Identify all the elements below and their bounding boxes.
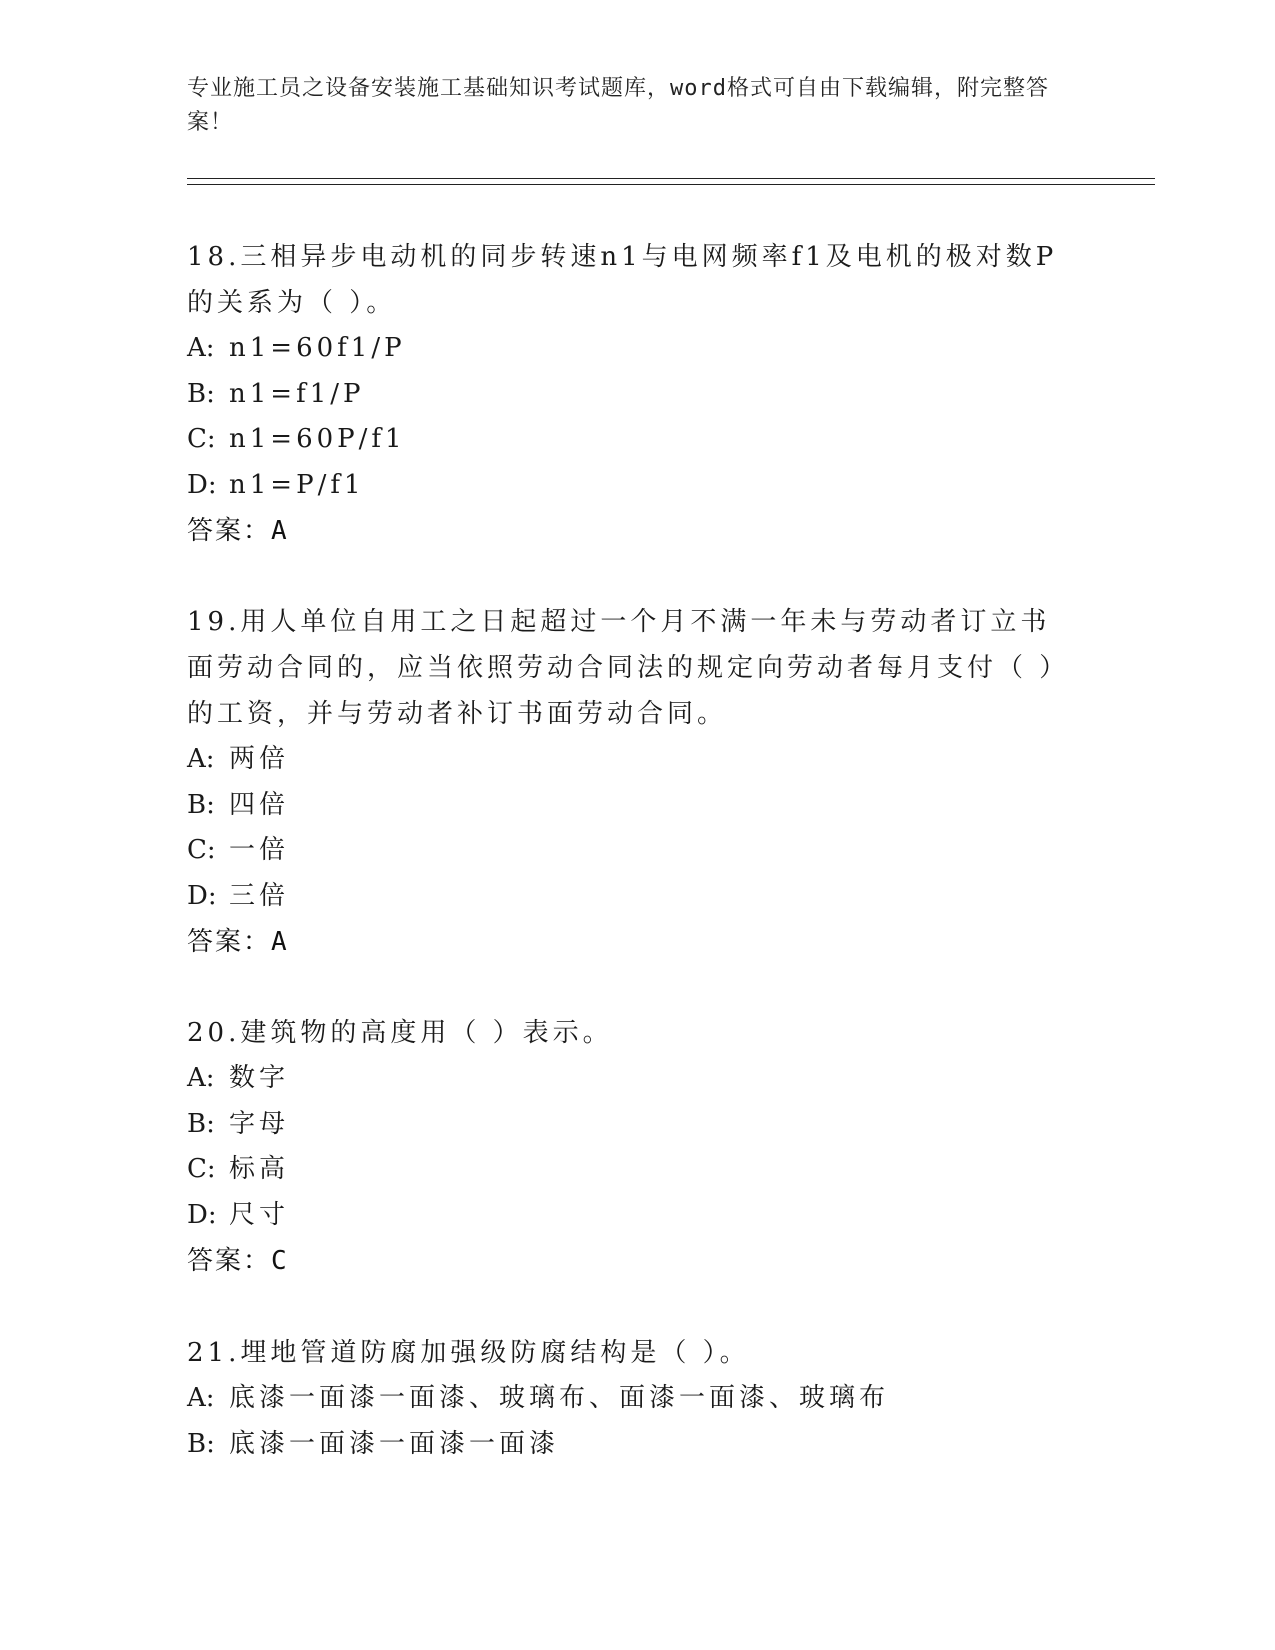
header-divider-top	[187, 178, 1155, 179]
header-divider-bottom	[187, 184, 1155, 185]
option-a	[187, 1056, 1077, 1102]
option-text: n1=60P/f1	[229, 424, 406, 454]
option-b	[187, 1102, 1077, 1148]
question-stem: 21.埋地管道防腐加强级防腐结构是（ ）。	[187, 1338, 750, 1368]
option-d	[187, 1193, 1077, 1239]
question-stem: 18.三相异步电动机的同步转速n1与电网频率f1及电机的极对数P的关系为（ ）。	[187, 242, 1058, 318]
question-20	[187, 1010, 1077, 1284]
option-text: 底漆一面漆一面漆、玻璃布、面漆一面漆、玻璃布	[229, 1383, 890, 1413]
option-c	[187, 828, 1077, 874]
answer-line: 答案：A	[187, 516, 289, 546]
option-text: 两倍	[229, 744, 290, 774]
option-text: 四倍	[229, 789, 290, 820]
option-text: 标高	[229, 1154, 290, 1184]
option-text: n1=f1/P	[229, 378, 365, 409]
option-label: A:	[187, 744, 215, 774]
option-text: n1=P/f1	[229, 469, 365, 500]
option-text: 尺寸	[229, 1199, 290, 1230]
option-label: A:	[187, 333, 215, 363]
option-b	[187, 1422, 1077, 1468]
question-21	[187, 1330, 1077, 1467]
option-b	[187, 783, 1077, 829]
option-label: A:	[187, 1063, 215, 1093]
option-label: B:	[187, 1108, 215, 1139]
option-a	[187, 737, 1077, 783]
option-label: B:	[187, 789, 215, 820]
option-label: C:	[187, 835, 216, 865]
option-a	[187, 326, 1077, 372]
option-text: 数字	[229, 1063, 290, 1093]
option-d	[187, 463, 1077, 509]
option-label: A:	[187, 1383, 215, 1413]
option-d	[187, 874, 1077, 920]
document-header: 专业施工员之设备安装施工基础知识考试题库，word格式可自由下载编辑，附完整答案！	[187, 76, 1049, 135]
option-text: 字母	[229, 1108, 290, 1139]
option-label: D:	[187, 1199, 217, 1230]
option-label: B:	[187, 378, 215, 409]
option-text: 底漆一面漆一面漆一面漆	[229, 1428, 560, 1459]
option-text: 一倍	[229, 835, 290, 865]
option-label: C:	[187, 424, 216, 454]
option-label: D:	[187, 880, 217, 911]
option-label: D:	[187, 469, 217, 500]
question-stem: 20.建筑物的高度用（ ）表示。	[187, 1018, 613, 1048]
answer-line: 答案：A	[187, 927, 289, 957]
answer-line: 答案：C	[187, 1246, 289, 1276]
option-a	[187, 1376, 1077, 1422]
question-18	[187, 234, 1077, 554]
option-c	[187, 1147, 1077, 1193]
option-text: 三倍	[229, 880, 290, 911]
option-text: n1=60f1/P	[229, 333, 406, 363]
option-label: B:	[187, 1428, 215, 1459]
question-19	[187, 599, 1077, 965]
question-stem: 19.用人单位自用工之日起超过一个月不满一年未与劳动者订立书面劳动合同的，应当依照劳动合同法的规定向劳动者每月支付（ ）的工资，并与劳动者补订书面劳动合同。	[187, 607, 1070, 729]
option-b	[187, 372, 1077, 418]
option-label: C:	[187, 1154, 216, 1184]
option-c	[187, 417, 1077, 463]
